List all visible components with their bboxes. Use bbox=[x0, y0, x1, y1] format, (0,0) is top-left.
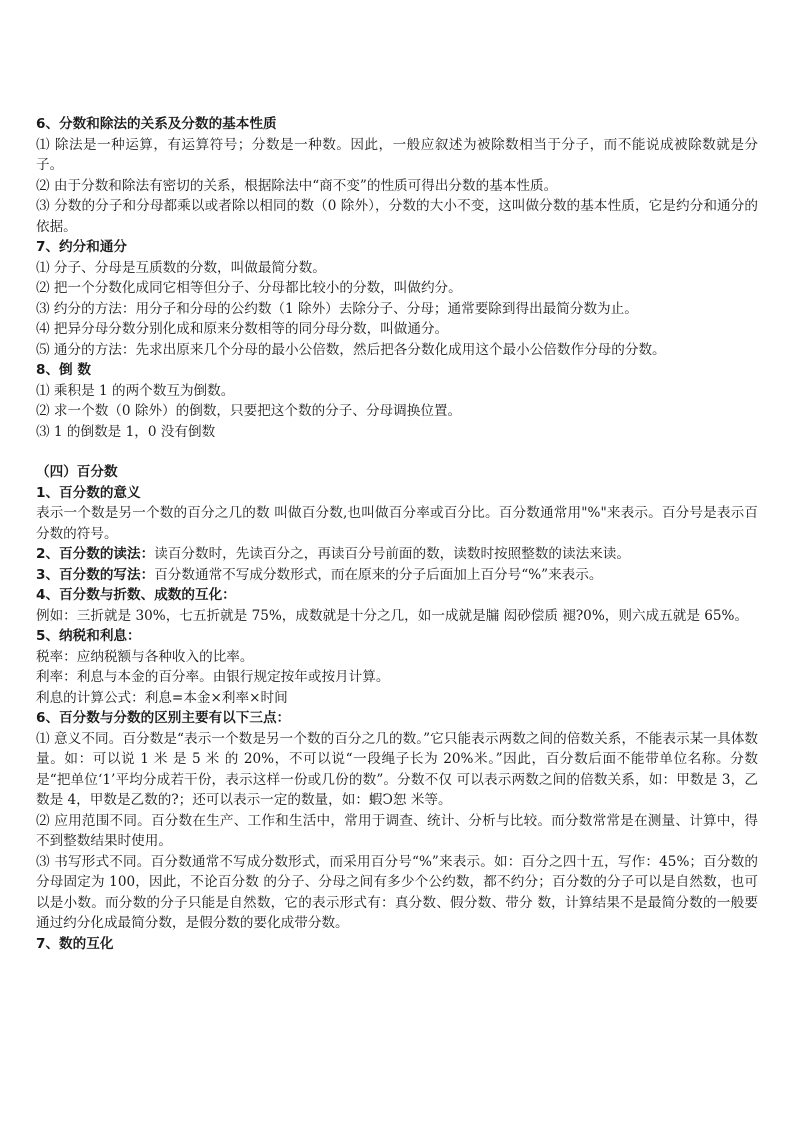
p1-text: 表示一个数是另一个数的百分之几的数 叫做百分数,也叫做百分率或百分比。百分数通常用"%"来表示。百分号是表示百分数的符号。 bbox=[36, 505, 758, 542]
p5-line-1: 税率：应纳税额与各种收入的比率。 bbox=[36, 648, 254, 665]
p6-heading: 6、百分数与分数的区别主要有以下三点： bbox=[36, 710, 291, 726]
p3-heading: 3、百分数的写法： bbox=[36, 566, 155, 583]
p2-heading: 2、百分数的读法： bbox=[36, 546, 155, 562]
s7-item-2: ⑵ 把一个分数化成同它相等但分子、分母都比较小的分数，叫做约分。 bbox=[36, 280, 462, 296]
section-heading-6: 6、分数和除法的关系及分数的基本性质 bbox=[36, 116, 277, 132]
p4-text: 例如：三折就是 30%，七五折就是 75%，成数就是十分之几，如一成就是牖 闳砂偿质 褪?0%，则六成五就是 65%。 bbox=[36, 607, 749, 624]
p3-text: 百分数通常不写成分数形式，而在原来的分子后面加上百分号“%”来表示。 bbox=[154, 566, 603, 583]
p6-item-2: ⑵ 应用范围不同。百分数在生产、工作和生活中，常用于调查、统计、分析与比较。而分数常常是在测量、计算中，得不到整数结果时使用。 bbox=[36, 812, 758, 849]
section-heading-8: 8、倒 数 bbox=[36, 362, 91, 378]
s7-item-5: ⑸ 通分的方法：先求出原来几个分母的最小公倍数，然后把各分数化成用这个最小公倍数作分母的分数。 bbox=[36, 341, 666, 358]
p2-text: 读百分数时，先读百分之，再读百分号前面的数，读数时按照整数的读法来读。 bbox=[154, 546, 630, 562]
p3-paragraph bbox=[36, 565, 758, 586]
s7-item-4: ⑷ 把异分母分数分别化成和原来分数相等的同分母分数，叫做通分。 bbox=[36, 321, 449, 337]
section-heading-7: 7、约分和通分 bbox=[36, 239, 128, 255]
p1-heading: 1、百分数的意义 bbox=[36, 484, 141, 501]
s8-item-3: ⑶ 1 的倒数是 1，0 没有倒数 bbox=[36, 423, 216, 440]
s6-item-3: ⑶ 分数的分子和分母都乘以或者除以相同的数（0 除外），分数的大小不变，这叫做分数的基本性质，它是约分和通分的依据。 bbox=[36, 198, 758, 235]
document-page bbox=[36, 114, 758, 954]
s6-item-1: ⑴ 除法是一种运算，有运算符号；分数是一种数。因此，一般应叙述为被除数相当于分子，而不能说成被除数就是分子。 bbox=[36, 136, 758, 173]
p5-line-2: 利率：利息与本金的百分率。由银行规定按年或按月计算。 bbox=[36, 669, 390, 685]
s8-item-1: ⑴ 乘积是 1 的两个数互为倒数。 bbox=[36, 382, 235, 399]
p6-item-1: ⑴ 意义不同。百分数是“表示一个数是另一个数的百分之几的数。”它只能表示两数之间的倍数关系，不能表示某一具体数量。如：可以说 1 米 是 5 米 的 20%，不可以说“一段绳子长为 20%米。”因此，百分数后面不能带单位名称。分数是“把单位‘1’平均分成若干份，表示这样一份或几份的数”。分数不仅 可以表示两数之间的倍数关系，如：甲数是 3，乙数是 4，甲数是乙数的?；还可以表示一定的数量，如：蝦Ͻ恕 米等。 bbox=[36, 730, 758, 808]
s7-item-1: ⑴ 分子、分母是互质数的分数，叫做最简分数。 bbox=[36, 259, 326, 276]
part-title: （四）百分数 bbox=[36, 464, 118, 480]
p5-line-3: 利息的计算公式：利息=本金×利率×时间 bbox=[36, 689, 288, 706]
s6-item-2: ⑵ 由于分数和除法有密切的关系，根据除法中“商不变”的性质可得出分数的基本性质。 bbox=[36, 177, 558, 194]
p4-heading: 4、百分数与折数、成数的互化： bbox=[36, 587, 236, 603]
p7-heading: 7、数的互化 bbox=[36, 935, 114, 952]
section-spacer bbox=[36, 442, 758, 462]
p6-item-3: ⑶ 书写形式不同。百分数通常不写成分数形式，而采用百分号“%”来表示。如：百分之四十五，写作：45%；百分数的分母固定为 100，因此，不论百分数 的分子、分母之间有多少个公约数，都不约分；百分数的分子可以是自然数，也可以是小数。而分数的分子只能是自然数，它的表示形式有：真分数、假分数、带分 数，计算结果不是最简分数的一般要通过约分化成最简分数，是假分数的要化成带分数。 bbox=[36, 853, 758, 931]
s8-item-2: ⑵ 求一个数（0 除外）的倒数，只要把这个数的分子、分母调换位置。 bbox=[36, 403, 462, 419]
s7-item-3: ⑶ 约分的方法：用分子和分母的公约数（1 除外）去除分子、分母；通常要除到得出最简分数为止。 bbox=[36, 300, 638, 317]
p2-paragraph bbox=[36, 544, 758, 565]
p5-heading: 5、纳税和利息： bbox=[36, 628, 141, 644]
